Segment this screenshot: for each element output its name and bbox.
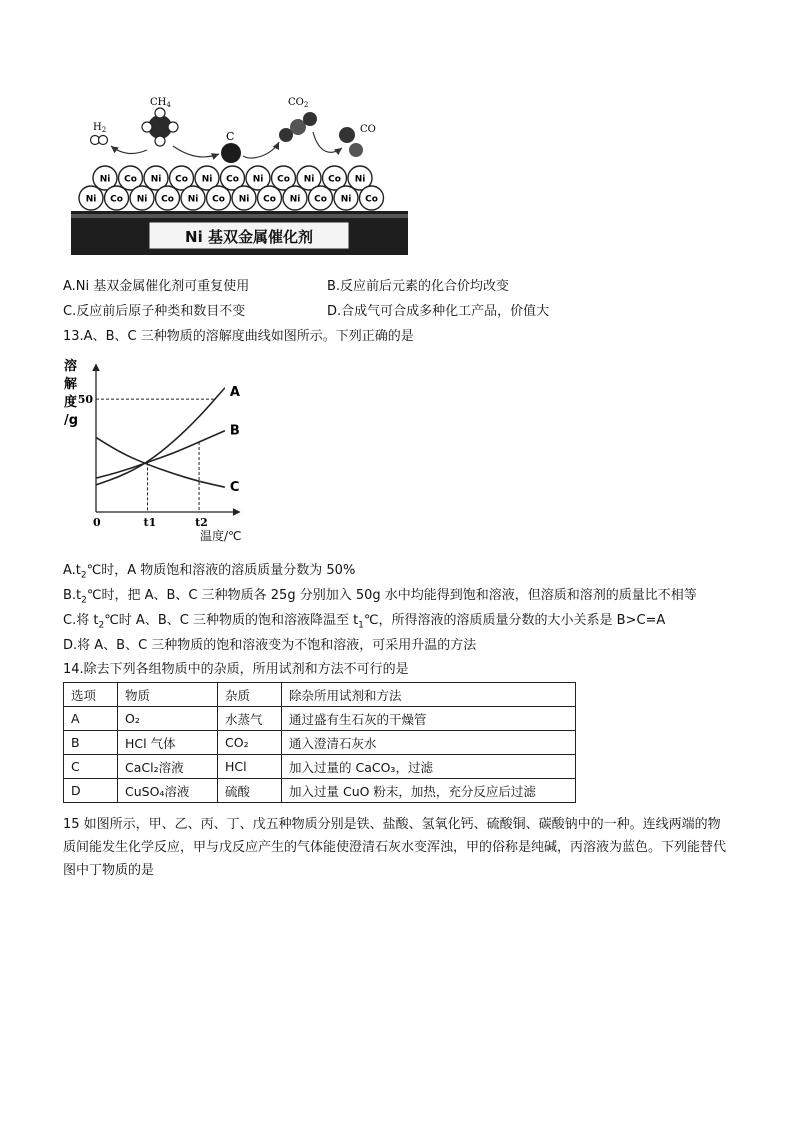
solubility-chart	[60, 352, 260, 550]
table-cell: B	[64, 731, 118, 755]
atom-label: Ni	[252, 174, 264, 185]
q12-option-a[interactable]: A.Ni 基双金属催化剂可重复使用	[63, 279, 250, 294]
atom-label: Co	[314, 194, 327, 205]
ch4-label: $CH_4$	[150, 97, 171, 109]
atom-label: Co	[365, 194, 378, 205]
y-axis-label-char: 解	[64, 377, 78, 392]
atom-label: Ni	[85, 194, 97, 205]
q13-option-d[interactable]: D.将 A、B、C 三种物质的饱和溶液变为不饱和溶液，可采用升温的方法	[63, 638, 477, 653]
atom-label: Co	[328, 174, 341, 185]
co-label: CO	[360, 124, 376, 135]
co2-molecule-icon	[279, 112, 317, 142]
carbon-atom-icon	[221, 143, 241, 163]
x-tick-label: t1	[143, 516, 157, 529]
atom-label: Ni	[99, 174, 111, 185]
atom-label: Co	[175, 174, 188, 185]
y-axis-label-char: 度	[64, 395, 78, 410]
atom-label: Ni	[201, 174, 213, 185]
table-header: 物质	[118, 683, 218, 707]
h2-molecule-icon	[91, 136, 108, 145]
y-axis-label	[64, 358, 78, 428]
q13-option-b[interactable]: $B.t_2℃$时，把 A、B、C 三种物质各 25g 分别加入 50g 水中均能得到饱和溶液，但溶质和溶剂的质量比不相等	[63, 588, 697, 606]
table-row	[64, 779, 576, 803]
table-cell: D	[64, 779, 118, 803]
table-header-row	[64, 683, 576, 707]
x-tick-label: 0	[93, 516, 101, 529]
atom-label: Co	[124, 174, 137, 185]
x-axis-label: 温度/℃	[200, 529, 242, 543]
table-cell: 水蒸气	[218, 707, 282, 731]
atom-label: Ni	[303, 174, 315, 185]
table-cell: O₂	[118, 707, 218, 731]
atom-label: Co	[263, 194, 276, 205]
table-cell: HCl 气体	[118, 731, 218, 755]
atom-label: Ni	[354, 174, 366, 185]
table-cell: C	[64, 755, 118, 779]
c-label: C	[226, 130, 235, 143]
atom-label: Ni	[289, 194, 301, 205]
h2-label: $H_2$	[93, 122, 107, 134]
atom-label: Co	[161, 194, 174, 205]
table-cell: A	[64, 707, 118, 731]
arrow-c-to-co2	[243, 142, 279, 158]
arrow-ch4-to-c	[173, 146, 219, 157]
ch4-molecule-icon	[142, 108, 178, 146]
q12-option-d[interactable]: D.合成气可合成多种化工产品，价值大	[327, 304, 550, 319]
table-cell: CO₂	[218, 731, 282, 755]
atom-row-top	[93, 166, 372, 190]
table-cell: HCl	[218, 755, 282, 779]
arrow-ch4-to-h2	[111, 146, 147, 153]
atom-label: Ni	[238, 194, 250, 205]
series-label-c: C	[229, 480, 240, 496]
catalyst-figure	[63, 90, 413, 260]
atom-label: Ni	[150, 174, 162, 185]
series-label-b: B	[229, 423, 240, 439]
table-header: 杂质	[218, 683, 282, 707]
co2-label: $CO_2$	[288, 97, 309, 109]
table-cell: CaCl₂溶液	[118, 755, 218, 779]
atom-label: Ni	[136, 194, 148, 205]
table-cell: CuSO₄溶液	[118, 779, 218, 803]
q15-stem: 15 如图所示，甲、乙、丙、丁、戊五种物质分别是铁、盐酸、氢氧化钙、硫酸铜、碳酸钠中的一种。连线两端的物质间能发生化学反应，甲与戊反应产生的气体能使澄清石灰水变浑浊，甲的俗称是纯碱，丙溶液为蓝色。下列能替代图中丁物质的是	[63, 817, 727, 878]
table-cell: 通过盛有生石灰的干燥管	[282, 707, 576, 731]
atom-label: Ni	[340, 194, 352, 205]
q12-option-c[interactable]: C.反应前后原子种类和数目不变	[63, 304, 246, 319]
q13-option-c[interactable]: C.将 $t_2℃$时 A、B、C 三种物质的饱和溶液降温至 $t_1℃$，所得溶液的溶质质量分数的大小关系是 B>C=A	[63, 613, 666, 631]
table-cell: 通入澄清石灰水	[282, 731, 576, 755]
table-cell: 加入过量 CuO 粉末，加热，充分反应后过滤	[282, 779, 576, 803]
q13-stem: 13.A、B、C 三种物质的溶解度曲线如图所示。下列正确的是	[63, 329, 414, 344]
q14-table	[63, 682, 576, 803]
atom-label: Ni	[187, 194, 199, 205]
q14-stem: 14.除去下列各组物质中的杂质，所用试剂和方法不可行的是	[63, 662, 409, 677]
table-header: 除杂所用试剂和方法	[282, 683, 576, 707]
table-row	[64, 755, 576, 779]
series-line-c	[96, 437, 225, 487]
catalyst-label: Ni 基双金属催化剂	[185, 228, 313, 246]
table-row	[64, 707, 576, 731]
x-tick-label: t2	[195, 516, 208, 529]
table-row	[64, 731, 576, 755]
y-tick-label: 50	[77, 393, 93, 407]
table-cell: 加入过量的 CaCO₃，过滤	[282, 755, 576, 779]
atom-label: Co	[226, 174, 239, 185]
series-line-a	[96, 388, 225, 485]
atom-label: Co	[110, 194, 123, 205]
q13-option-a[interactable]: $A.t_2℃$时，A 物质饱和溶液的溶质质量分数为 50%	[63, 563, 356, 581]
atom-label: Co	[212, 194, 225, 205]
series-label-a: A	[229, 384, 240, 400]
arrow-co2-to-co	[313, 132, 342, 152]
y-axis-label-char: /g	[64, 413, 79, 428]
series-line-b	[96, 431, 225, 478]
atom-label: Co	[277, 174, 290, 185]
table-header: 选项	[64, 683, 118, 707]
q12-option-b[interactable]: B.反应前后元素的化合价均改变	[327, 279, 510, 294]
table-cell: 硫酸	[218, 779, 282, 803]
y-axis-label-char: 溶	[64, 359, 78, 374]
